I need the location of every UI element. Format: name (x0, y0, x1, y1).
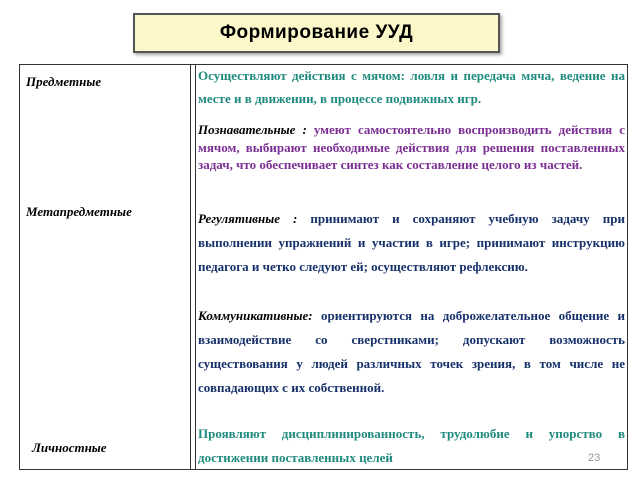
regulatory-text: принимают и сохраняют учебную задачу при выполнении упражнений и участии в игре; принимают инструкцию педагога и четко следуют ей; осуществляют рефлексию. (198, 211, 625, 274)
subject-results-text: Осуществляют действия с мячом: ловля и передача мяча, ведение на месте и в движении, в процессе подвижных игр. (198, 68, 625, 106)
slide-title: Формирование УУД (133, 13, 500, 53)
personal-results-text: Проявляют дисциплинированность, трудолюбие и упорство в достижении поставленных целей (198, 426, 625, 465)
column-divider-inner (195, 65, 196, 469)
communicative-lead: Коммуникативные: (198, 308, 313, 323)
row-label-metasubject: Метапредметные (26, 204, 132, 219)
row-label-subject: Предметные (26, 74, 102, 89)
column-divider (190, 65, 191, 469)
communicative-results (198, 304, 625, 400)
page-number: 23 (588, 452, 601, 464)
cognitive-lead: Познавательные : (198, 122, 307, 137)
row-label-personal: Личностные (32, 440, 107, 455)
regulatory-lead: Регулятивные : (198, 211, 298, 226)
cognitive-results (198, 121, 625, 174)
communicative-text: ориентируются на доброжелательное общение и взаимодействие со сверстниками; допускают возможность существования у людей различных точек зрения, в том числе не совпадающих с их собственной. (198, 308, 625, 395)
regulatory-results (198, 207, 625, 279)
cognitive-text: умеют самостоятельно воспроизводить действия с мячом, выбирают необходимые действия для решения поставленных задач, что обеспечивает синтез как составление целого из частей. (198, 122, 626, 172)
